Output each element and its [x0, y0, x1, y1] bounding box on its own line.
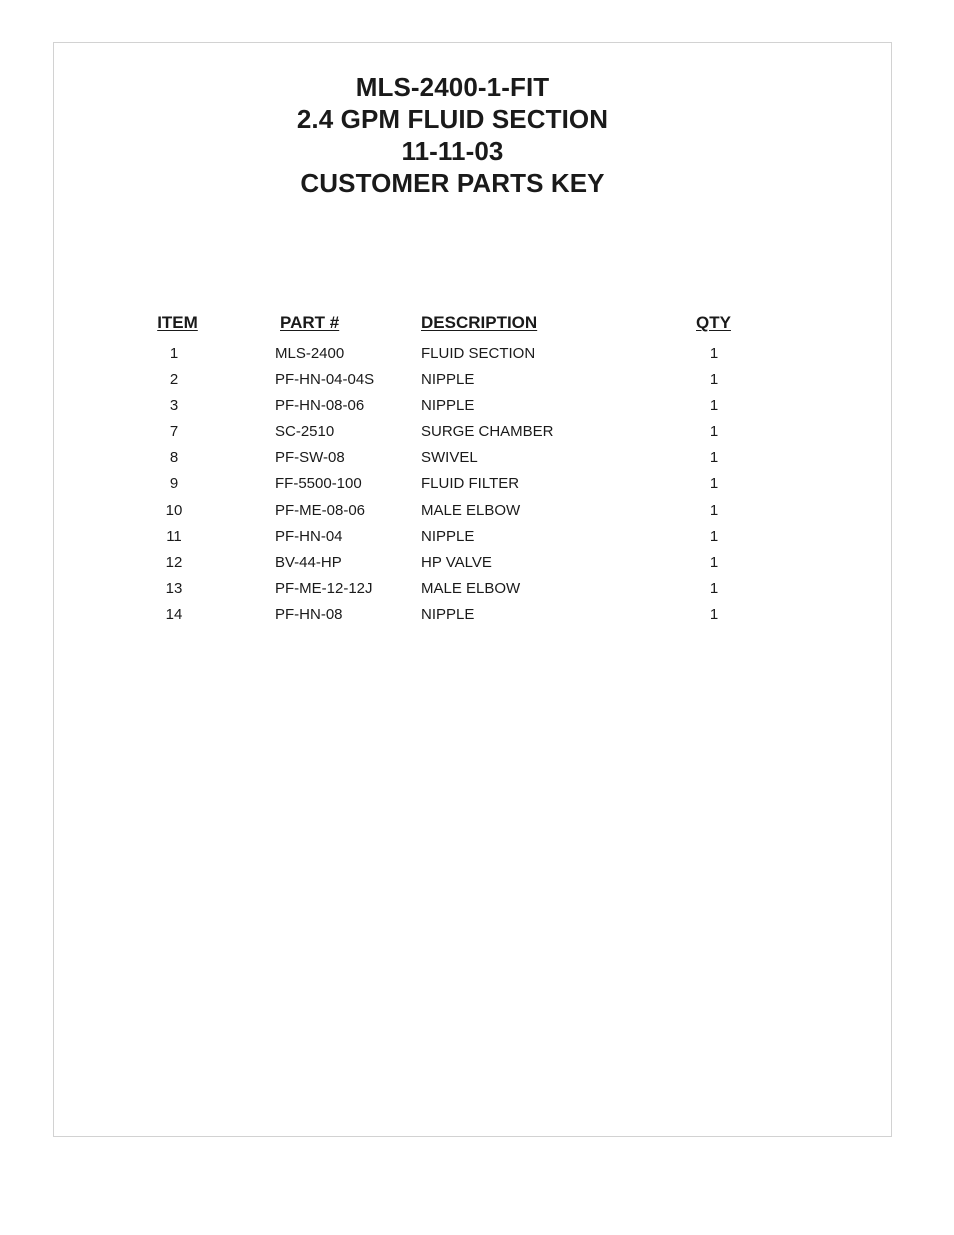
- document-page: [53, 42, 892, 1137]
- cell-item: 1: [169, 345, 179, 362]
- title-subtitle: CUSTOMER PARTS KEY: [300, 168, 605, 198]
- cell-description: HP VALVE: [421, 553, 492, 571]
- table-row: [54, 367, 891, 393]
- cell-description: MALE ELBOW: [421, 501, 521, 519]
- document-title: [54, 71, 851, 199]
- cell-description: SURGE CHAMBER: [421, 423, 554, 441]
- table-row: [54, 550, 891, 576]
- cell-item: 3: [169, 397, 179, 415]
- cell-description: FLUID SECTION: [421, 345, 536, 362]
- cell-description: NIPPLE: [421, 605, 475, 623]
- table-row: [54, 524, 891, 550]
- title-model-number: MLS-2400-1-FIT: [355, 72, 550, 102]
- cell-qty: 1: [709, 423, 719, 441]
- title-date: 11-11-03: [401, 136, 504, 166]
- cell-part: SC-2510: [275, 423, 335, 441]
- cell-item: 8: [169, 449, 179, 467]
- cell-qty: 1: [709, 371, 719, 389]
- cell-part: PF-HN-04-04S: [275, 371, 375, 389]
- cell-qty: 1: [709, 527, 719, 545]
- cell-part: PF-ME-12-12J: [275, 579, 373, 597]
- cell-qty: 1: [709, 397, 719, 415]
- cell-description: SWIVEL: [421, 449, 478, 467]
- cell-qty: 1: [709, 579, 719, 597]
- cell-item: 9: [169, 475, 179, 493]
- table-row: [54, 576, 891, 602]
- cell-description: NIPPLE: [421, 527, 475, 545]
- cell-description: FLUID FILTER: [421, 475, 520, 493]
- table-row: [54, 419, 891, 445]
- cell-qty: 1: [709, 345, 719, 362]
- cell-item: 14: [165, 605, 183, 623]
- cell-part: MLS-2400: [275, 345, 345, 362]
- table-row: [54, 445, 891, 471]
- cell-part: PF-HN-08-06: [275, 397, 365, 415]
- title-product-name: 2.4 GPM FLUID SECTION: [296, 104, 609, 134]
- cell-qty: 1: [709, 605, 719, 623]
- cell-qty: 1: [709, 475, 719, 493]
- table-row: [54, 341, 891, 367]
- table-row: [54, 471, 891, 497]
- cell-part: PF-HN-08: [275, 605, 343, 623]
- cell-item: 11: [166, 527, 182, 545]
- cell-item: 12: [165, 553, 183, 571]
- cell-item: 2: [169, 371, 179, 389]
- cell-qty: 1: [709, 553, 719, 571]
- column-header-description: DESCRIPTION: [421, 313, 538, 332]
- cell-part: PF-SW-08: [275, 449, 345, 467]
- cell-qty: 1: [709, 501, 719, 519]
- cell-description: NIPPLE: [421, 371, 475, 389]
- table-row: [54, 602, 891, 628]
- column-header-item: ITEM: [157, 313, 198, 332]
- cell-qty: 1: [709, 449, 719, 467]
- table-row: [54, 498, 891, 524]
- cell-part: PF-ME-08-06: [275, 501, 366, 519]
- cell-part: BV-44-HP: [275, 553, 342, 571]
- column-header-qty: QTY: [696, 313, 731, 332]
- cell-description: NIPPLE: [421, 397, 475, 415]
- cell-item: 13: [165, 579, 183, 597]
- cell-description: MALE ELBOW: [421, 579, 521, 597]
- cell-item: 10: [165, 501, 183, 519]
- column-header-part: PART #: [280, 313, 340, 332]
- cell-part: FF-5500-100: [275, 475, 362, 493]
- cell-item: 7: [169, 423, 179, 441]
- table-body: [54, 341, 891, 628]
- table-row: [54, 393, 891, 419]
- cell-part: PF-HN-04: [275, 527, 343, 545]
